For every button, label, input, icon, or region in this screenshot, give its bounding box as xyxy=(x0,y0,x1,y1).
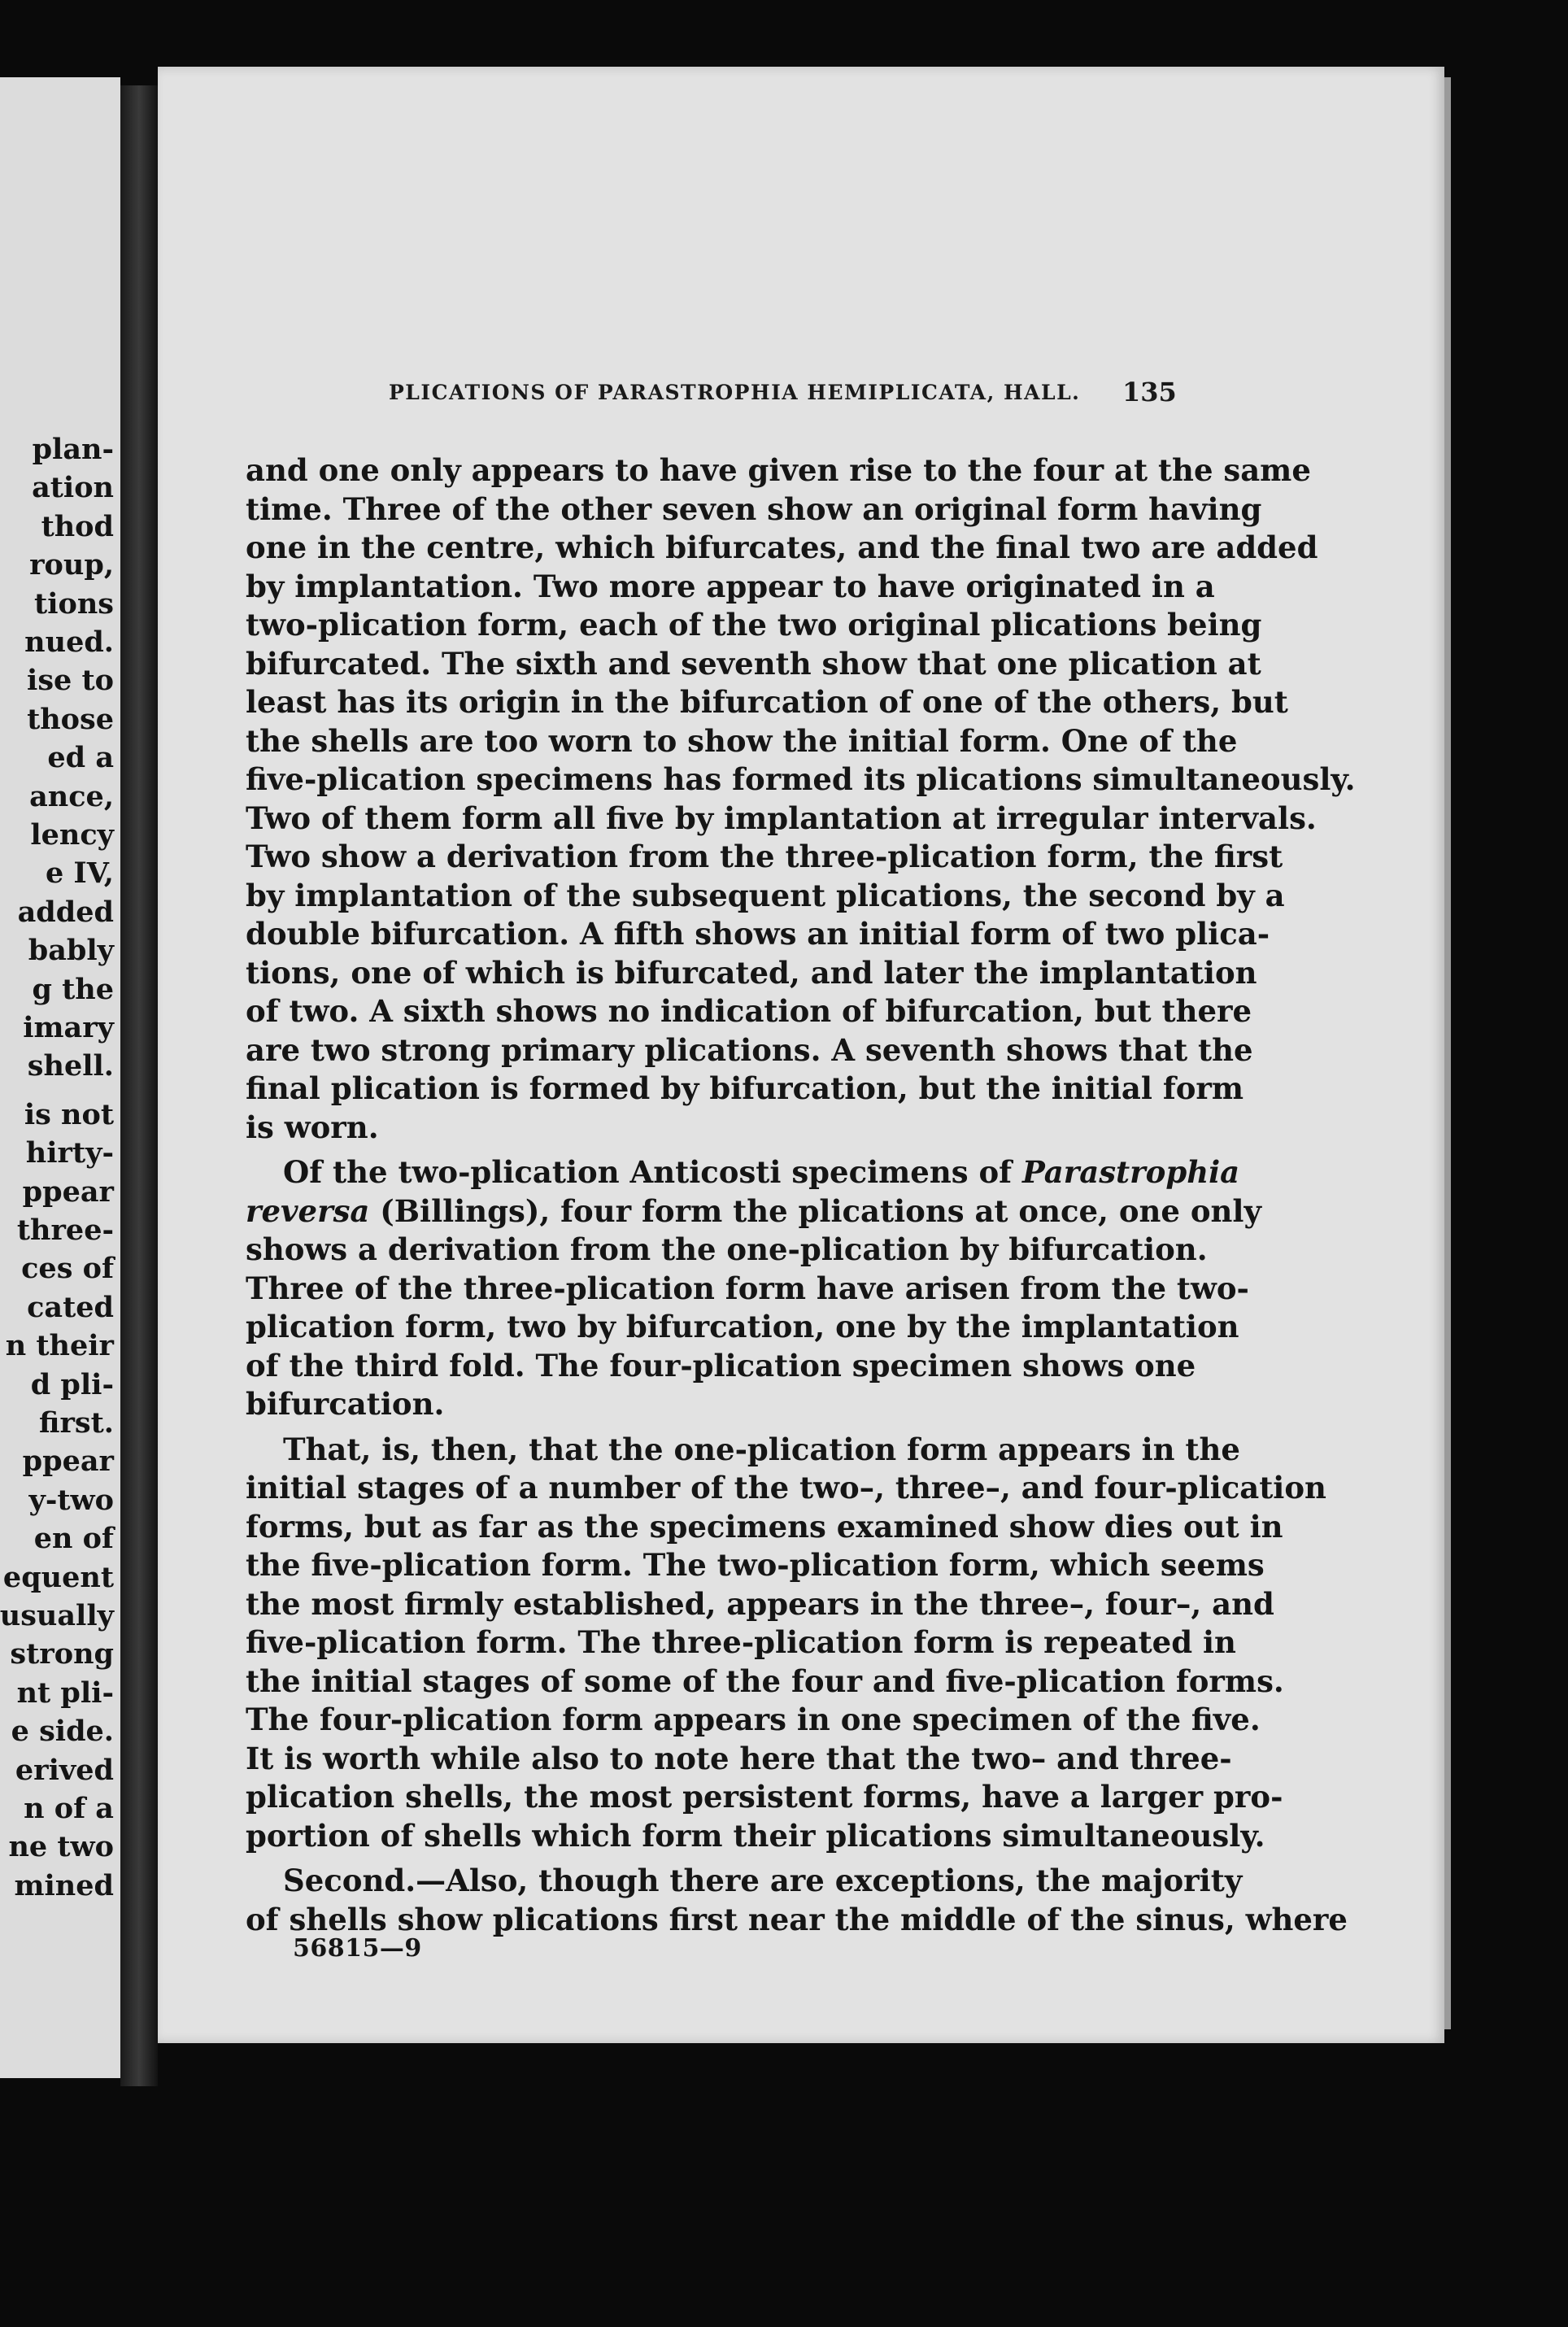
left-page-fragment: ise to xyxy=(27,664,114,698)
left-page-fragment: ne two xyxy=(8,1830,114,1864)
text-line: Two of them form all five by implantation at irregular intervals. xyxy=(246,800,1317,836)
text-line: the shells are too worn to show the initial form. One of the xyxy=(246,722,1238,759)
text-line: of shells show plications first near the middle of the sinus, where xyxy=(246,1901,1348,1937)
text-line: forms, but as far as the specimens examined show dies out in xyxy=(246,1508,1283,1545)
text-line: by implantation. Two more appear to have originated in a xyxy=(246,568,1215,604)
left-page-fragment: bably xyxy=(28,934,114,968)
left-page-fragment: usually xyxy=(0,1599,114,1632)
text-line: the initial stages of some of the four and five-plication forms. xyxy=(246,1662,1284,1699)
left-page-fragment: mined xyxy=(14,1868,114,1902)
text-line: Three of the three-plication form have arisen from the two- xyxy=(246,1270,1249,1306)
text-line: is worn. xyxy=(246,1109,379,1145)
text-line: time. Three of the other seven show an original form having xyxy=(246,490,1262,527)
text-line: by implantation of the subsequent plications, the second by a xyxy=(246,877,1285,913)
text-line: initial stages of a number of the two–, three–, and four-plication xyxy=(246,1470,1326,1506)
left-page-fragment: hirty- xyxy=(25,1136,114,1170)
text-line: plication shells, the most persistent forms, have a larger pro- xyxy=(246,1779,1283,1815)
left-page-fragment: e side. xyxy=(11,1715,114,1749)
left-page-fragment: d pli- xyxy=(30,1367,114,1401)
text-line: Of the two-plication Anticosti specimens of Parastrophia xyxy=(283,1154,1240,1190)
left-page-fragment: tions xyxy=(34,586,114,621)
page-edge xyxy=(1444,77,1451,2029)
left-page-fragment: cated xyxy=(27,1290,114,1324)
left-page-fragment: shell. xyxy=(27,1049,114,1083)
running-head: PLICATIONS OF PARASTROPHIA HEMIPLICATA, HALL. xyxy=(389,381,1081,404)
text-line: The four-plication form appears in one specimen of the five. xyxy=(246,1702,1261,1737)
text-line: portion of shells which form their plications simultaneously. xyxy=(246,1817,1265,1854)
left-page-fragment: en of xyxy=(33,1522,114,1556)
left-page-fragment: nued. xyxy=(24,625,114,659)
text-line: Second.—Also, though there are exceptions, the majority xyxy=(283,1863,1243,1898)
left-page-fragment: plan- xyxy=(32,433,114,466)
left-page-fragment: added xyxy=(17,895,114,929)
book-spine xyxy=(120,85,158,2086)
left-page-fragment: those xyxy=(27,702,114,736)
body-text xyxy=(246,451,1356,1939)
text-line: five-plication form. The three-plication form is repeated in xyxy=(246,1624,1236,1660)
left-page-fragment: thod xyxy=(41,509,114,543)
text-line: shows a derivation from the one-plication by bifurcation. xyxy=(246,1231,1208,1267)
text-line: That, is, then, that the one-plication form appears in the xyxy=(283,1431,1240,1467)
left-page-fragment: first. xyxy=(39,1406,114,1440)
text-line: the most firmly established, appears in the three–, four–, and xyxy=(246,1585,1274,1622)
signature-mark: 56815—9 xyxy=(293,1934,422,1963)
text-line: bifurcated. The sixth and seventh show that one plication at xyxy=(246,645,1261,682)
left-page-fragment: is not xyxy=(24,1097,114,1131)
text-line: are two strong primary plications. A seventh shows that the xyxy=(246,1031,1253,1068)
left-page-fragment: ance, xyxy=(29,779,114,813)
left-page-fragment: y-two xyxy=(28,1483,114,1517)
left-page-fragment: n of a xyxy=(24,1792,114,1825)
text-line: reversa (Billings), four form the plications at once, one only xyxy=(246,1192,1261,1229)
text-line: five-plication specimens has formed its plications simultaneously. xyxy=(246,761,1356,797)
left-page-fragment: imary xyxy=(23,1011,114,1044)
text-line: of the third fold. The four-plication specimen shows one xyxy=(246,1347,1196,1384)
left-page-fragment: strong xyxy=(10,1637,114,1671)
previous-page-edge xyxy=(0,77,120,2078)
left-page-fragment: equent xyxy=(2,1560,114,1594)
left-page-fragment: ppear xyxy=(22,1445,114,1479)
left-page-fragment: erived xyxy=(15,1753,114,1787)
text-line: and one only appears to have given rise to the four at the same xyxy=(246,452,1311,488)
text-line: plication form, two by bifurcation, one by the implantation xyxy=(246,1309,1239,1344)
left-page-fragment: ed a xyxy=(47,741,114,775)
text-line: least has its origin in the bifurcation of one of the others, but xyxy=(246,684,1288,720)
left-page-fragment: roup, xyxy=(29,548,114,582)
text-line: double bifurcation. A fifth shows an initial form of two plica- xyxy=(246,916,1270,952)
text-line: one in the centre, which bifurcates, and the final two are added xyxy=(246,529,1318,565)
left-page-fragment: g the xyxy=(32,972,114,1006)
left-page-fragment: three- xyxy=(16,1214,114,1247)
left-page-fragment: ation xyxy=(32,471,114,505)
left-page-fragment: ces of xyxy=(21,1252,114,1286)
text-line: the five-plication form. The two-plication form, which seems xyxy=(246,1547,1265,1583)
text-line: two-plication form, each of the two original plications being xyxy=(246,607,1262,643)
left-page-fragment: e IV, xyxy=(45,856,114,891)
text-line: tions, one of which is bifurcated, and later the implantation xyxy=(246,954,1257,991)
text-line: bifurcation. xyxy=(246,1386,445,1422)
text-line: final plication is formed by bifurcation, but the initial form xyxy=(246,1070,1244,1106)
left-page-fragment: lency xyxy=(30,818,114,852)
page-number: 135 xyxy=(1122,377,1177,407)
text-line: of two. A sixth shows no indication of bifurcation, but there xyxy=(246,993,1252,1029)
left-page-fragment: n their xyxy=(5,1329,114,1363)
text-line: Two show a derivation from the three-plication form, the first xyxy=(246,839,1283,874)
text-line: It is worth while also to note here that the two– and three- xyxy=(246,1740,1232,1776)
left-page-fragment: ppear xyxy=(22,1174,114,1209)
left-page-fragment: nt pli- xyxy=(16,1676,114,1710)
